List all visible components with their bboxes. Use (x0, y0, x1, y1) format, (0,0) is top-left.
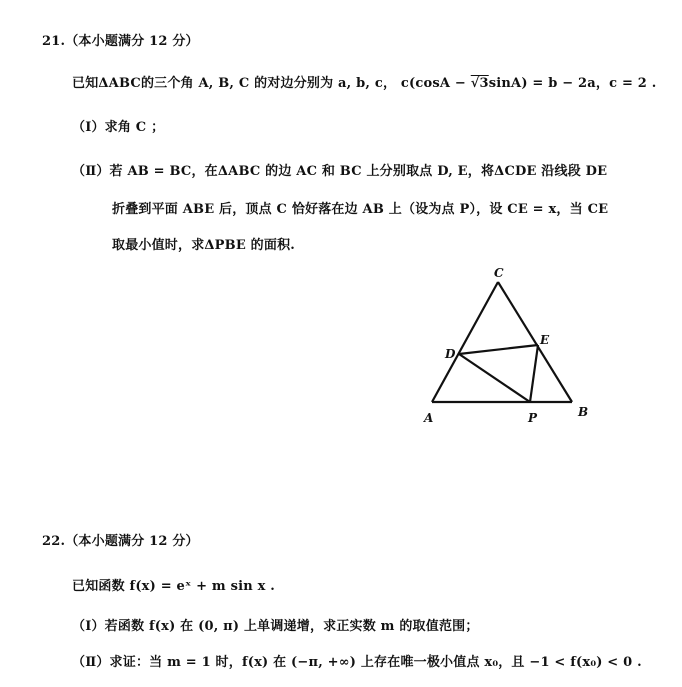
q22-stem: 已知函数 f(x) = eˣ + m sin x . (72, 579, 276, 594)
q21-stem-c: sinA) = b − 2a，c = 2 . (488, 76, 657, 91)
q21-header: 21.（本小题满分 12 分） (42, 34, 199, 49)
label-b: B (578, 405, 589, 419)
edge-ca (432, 282, 498, 402)
label-c: C (494, 266, 504, 280)
q21-part1: （Ⅰ）求角 C ； (72, 120, 165, 135)
triangle-figure (410, 262, 610, 432)
edge-cb (498, 282, 572, 402)
q21-stem-sqrt: √3 (470, 76, 489, 91)
q21-part2-line1: （Ⅱ）若 AB = BC，在ΔABC 的边 AC 和 BC 上分别取点 D, E，将ΔCDE 沿线段 DE (72, 164, 608, 179)
q21-stem (72, 72, 657, 91)
q21-stem-a: 已知ΔABC的三个角 A, B, C 的对边分别为 a, b, c， (72, 76, 397, 91)
q22-part1: （Ⅰ）若函数 f(x) 在 (0, π) 上单调递增，求正实数 m 的取值范围； (72, 619, 479, 634)
label-e: E (540, 333, 550, 347)
q21-part2-line3: 取最小值时，求ΔPBE 的面积. (112, 238, 296, 253)
q21-part2-line2: 折叠到平面 ABE 后，顶点 C 恰好落在边 AB 上（设为点 P），设 CE = x，当 CE (112, 202, 609, 217)
q21-stem-b: c(cosA − (400, 76, 471, 91)
label-a: A (424, 411, 434, 425)
edge-dp (459, 354, 530, 402)
label-d: D (445, 347, 456, 361)
edge-de (459, 345, 538, 354)
edge-ep (530, 345, 538, 402)
q22-part2: （Ⅱ）求证：当 m = 1 时，f(x) 在 (−π, +∞) 上存在唯一极小值点 x₀，且 −1 < f(x₀) < 0 . (72, 655, 642, 670)
q22-header: 22.（本小题满分 12 分） (42, 534, 199, 549)
label-p: P (528, 411, 538, 425)
